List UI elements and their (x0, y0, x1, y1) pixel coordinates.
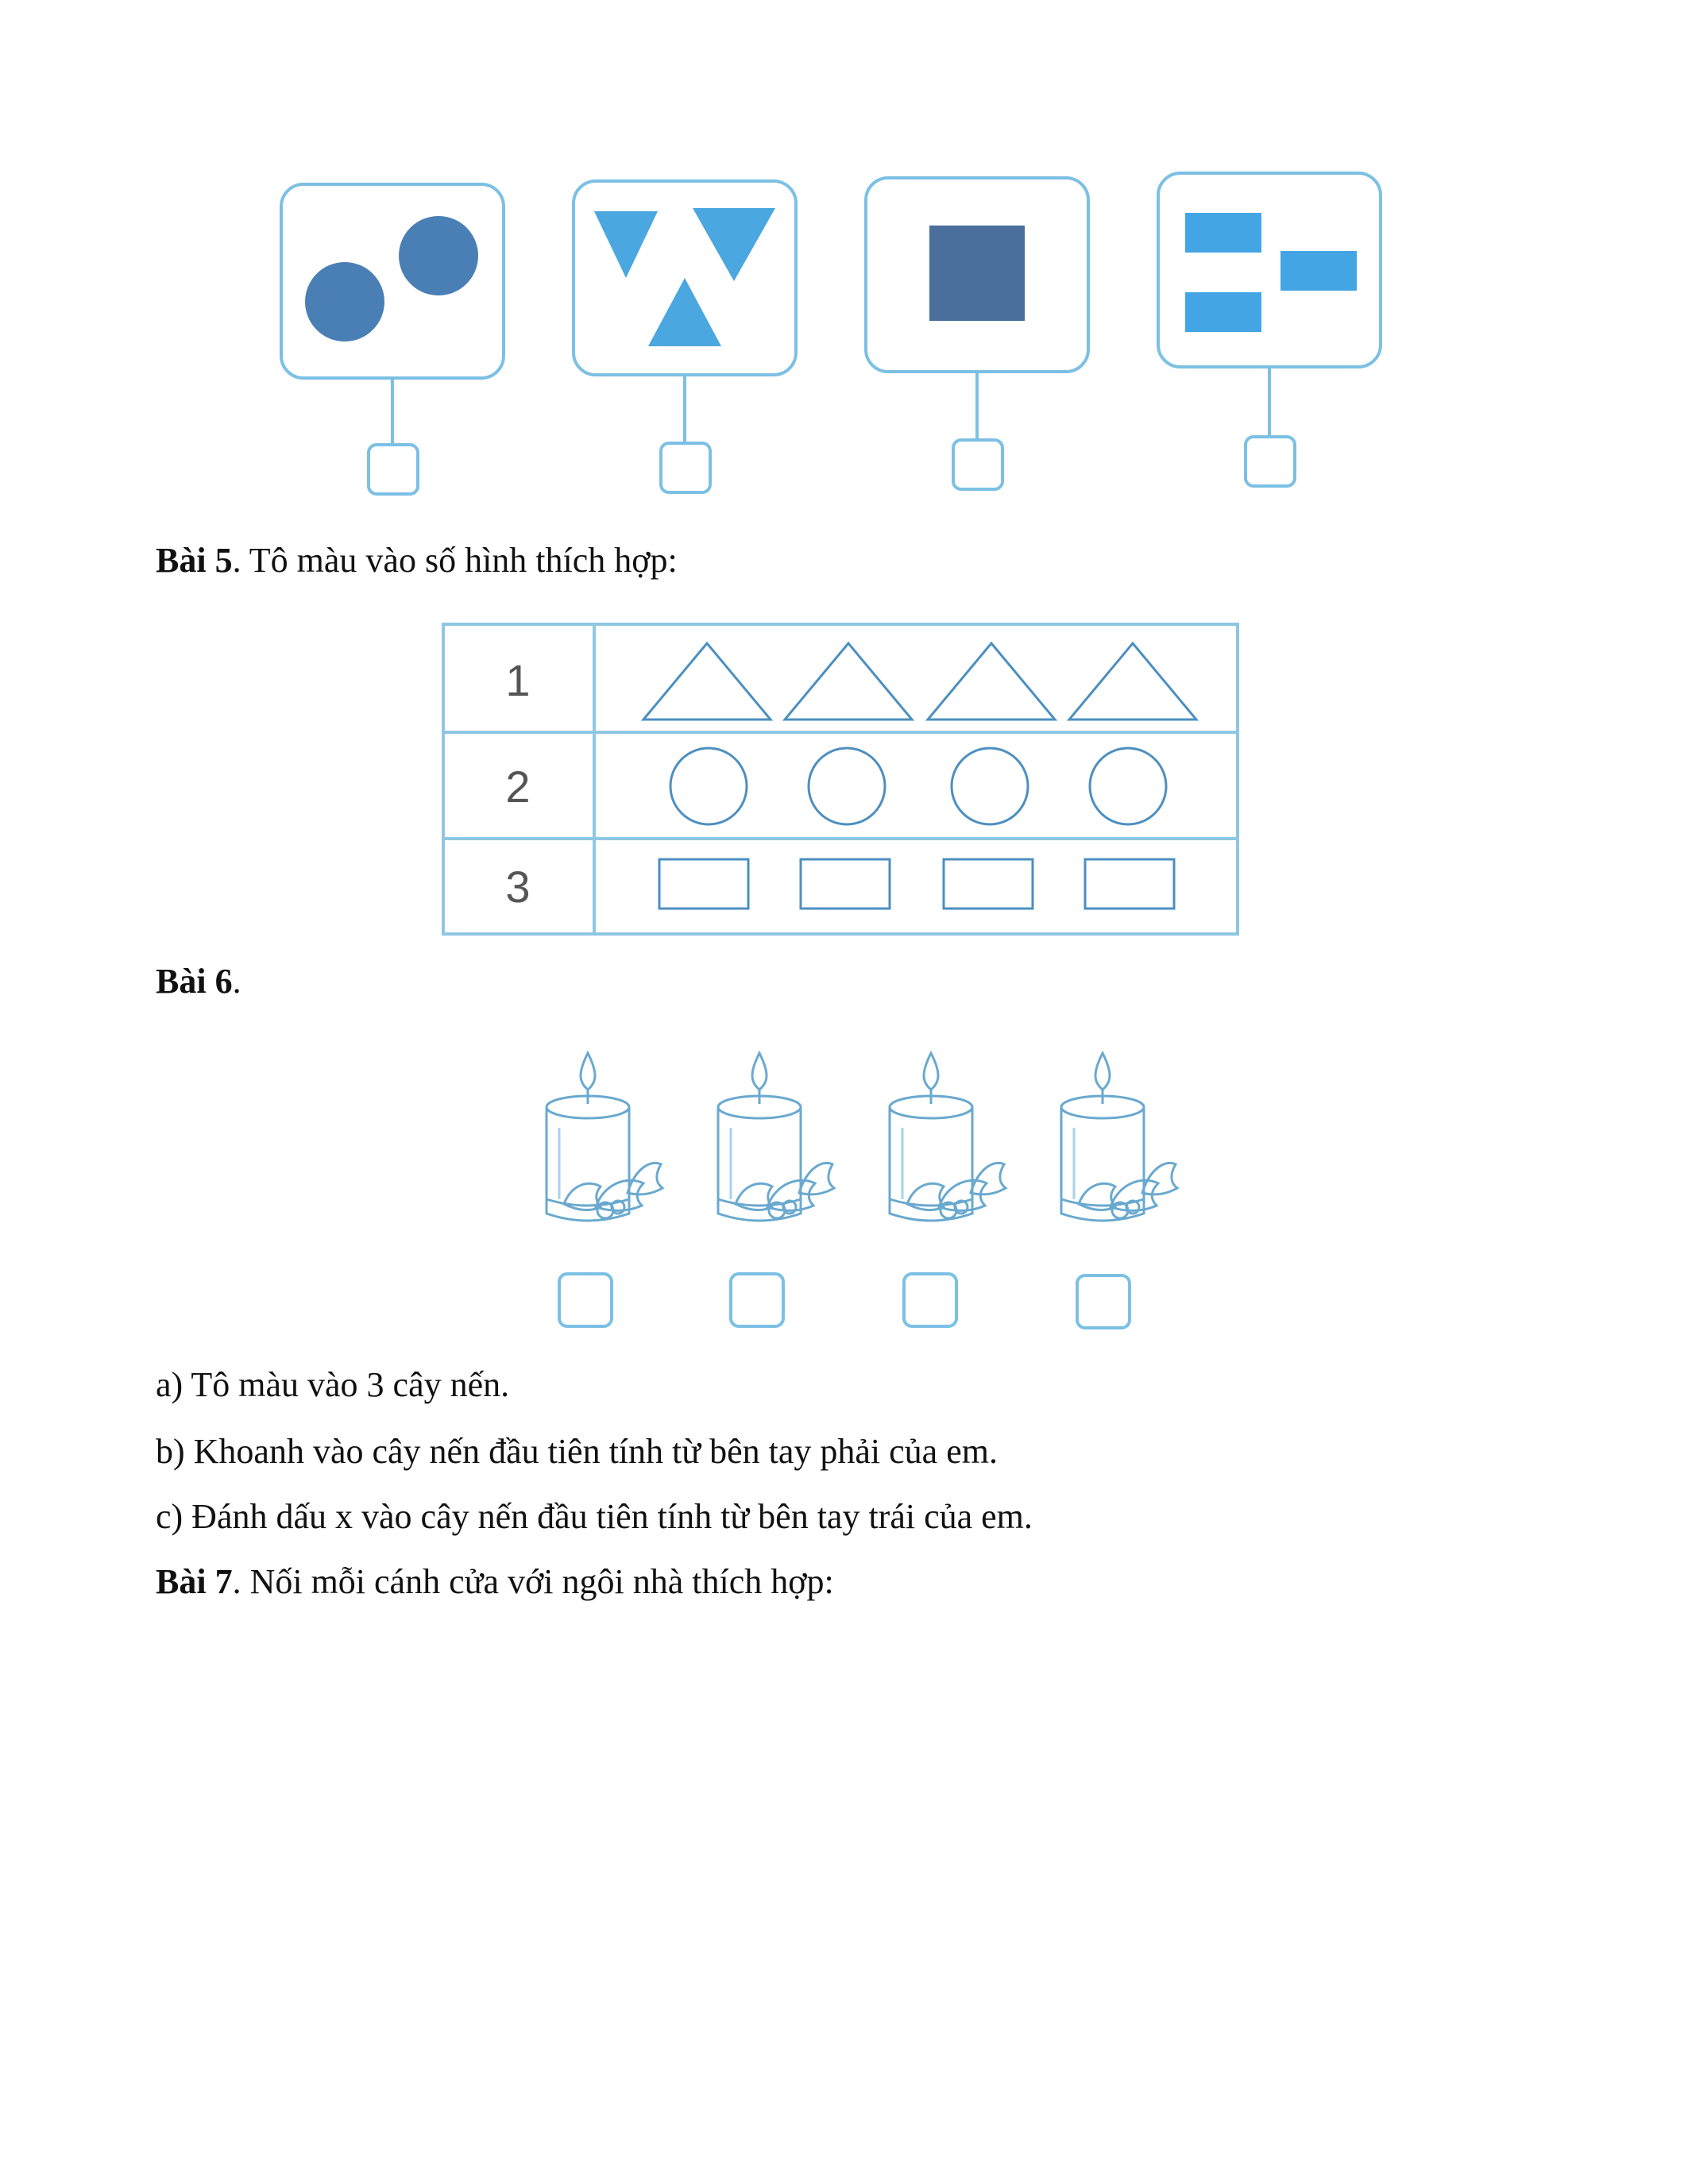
bai5-heading (156, 540, 678, 582)
circle-shape (305, 262, 384, 341)
answer-box-4[interactable] (1246, 437, 1295, 486)
circle-shape (399, 216, 478, 295)
answer-box-2[interactable] (661, 443, 710, 492)
triangle-shape (693, 208, 775, 281)
outline-circle[interactable] (952, 748, 1028, 824)
bai5-instruction: . Tô màu vào số hình thích hợp: (232, 541, 678, 580)
outline-triangle[interactable] (928, 643, 1055, 720)
rectangle-shape (1280, 251, 1357, 291)
outline-rectangle[interactable] (659, 859, 748, 909)
row-number-1: 1 (505, 655, 531, 705)
outline-rectangle[interactable] (1085, 859, 1174, 909)
candle-answer-box-2[interactable] (731, 1274, 783, 1326)
shape-cards-figure (262, 159, 1414, 508)
candle-1[interactable] (547, 1053, 662, 1221)
candles-figure (516, 1024, 1192, 1342)
candle-2[interactable] (718, 1053, 834, 1221)
bai5-label: Bài 5 (156, 541, 233, 580)
outline-rectangle[interactable] (801, 859, 890, 909)
candle-answer-box-1[interactable] (559, 1274, 612, 1326)
rectangle-shape (1185, 213, 1261, 253)
outline-circle[interactable] (670, 748, 747, 824)
candle-answer-box-4[interactable] (1077, 1275, 1130, 1328)
outline-triangle[interactable] (1069, 643, 1196, 720)
bai6-label: Bài 6 (156, 962, 233, 1001)
bai6-question-a: a) Tô màu vào 3 cây nến. (156, 1365, 510, 1404)
candle-4[interactable] (1061, 1053, 1177, 1221)
answer-box-1[interactable] (369, 445, 418, 494)
bai6-punct: . (232, 962, 241, 1001)
bai7-heading (156, 1561, 834, 1603)
rectangle-shape (1185, 292, 1261, 332)
bai7-instruction: . Nối mỗi cánh cửa với ngôi nhà thích hợp: (232, 1562, 834, 1601)
candle-3[interactable] (890, 1053, 1006, 1221)
bai6-question-b: b) Khoanh vào cây nến đầu tiên tính từ bên tay phải của em. (156, 1432, 998, 1471)
outline-circle[interactable] (1090, 748, 1166, 824)
bai6-heading (156, 961, 241, 1003)
square-shape (929, 226, 1025, 321)
row-number-2: 2 (505, 762, 531, 812)
outline-triangle[interactable] (785, 643, 912, 720)
candle-answer-box-3[interactable] (904, 1274, 956, 1326)
outline-triangle[interactable] (643, 643, 771, 720)
bai6-question-c: c) Đánh dấu x vào cây nến đầu tiên tính từ bên tay trái của em. (156, 1497, 1033, 1536)
bai7-label: Bài 7 (156, 1562, 233, 1601)
bai5-table (429, 612, 1255, 945)
outline-rectangle[interactable] (944, 859, 1033, 909)
triangle-shape (594, 211, 658, 278)
outline-circle[interactable] (809, 748, 885, 824)
answer-box-3[interactable] (953, 440, 1002, 489)
row-number-3: 3 (505, 862, 531, 912)
triangle-shape (648, 278, 721, 346)
